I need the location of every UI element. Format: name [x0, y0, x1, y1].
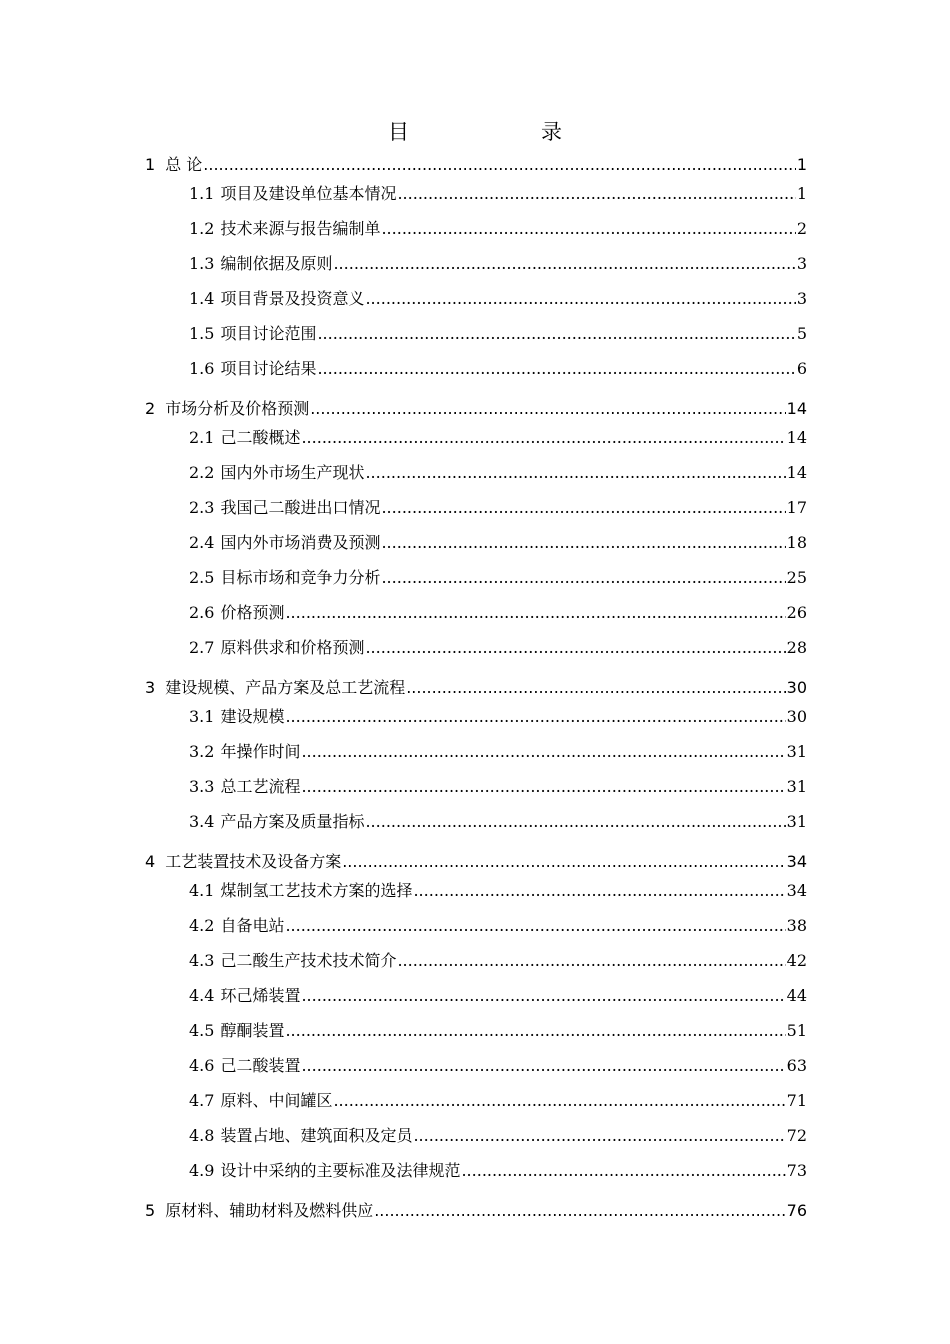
entry-number: 4.8: [189, 1126, 215, 1145]
dot-leader: [397, 183, 795, 205]
dot-leader: [381, 218, 795, 240]
dot-leader: [285, 602, 785, 624]
dot-leader: [317, 358, 795, 380]
entry-number: 2.4: [189, 533, 215, 552]
entry-title: 煤制氢工艺技术方案的选择: [220, 881, 413, 900]
toc-entry[interactable]: [189, 358, 807, 380]
dot-leader: [310, 398, 785, 420]
dot-leader: [301, 985, 785, 1007]
dot-leader: [301, 427, 785, 449]
entry-page: 44: [786, 986, 807, 1005]
entry-title: 己二酸装置: [220, 1056, 301, 1075]
entry-number: 3.4: [189, 812, 215, 831]
toc-entry[interactable]: [189, 323, 807, 345]
entry-number: 2.6: [189, 603, 215, 622]
entry-title: 原料、中间罐区: [220, 1091, 333, 1110]
entry-number: 2.1: [189, 428, 215, 447]
entry-page: 72: [786, 1126, 807, 1145]
toc-entry[interactable]: [189, 1020, 807, 1042]
entry-title: 国内外市场消费及预测: [220, 533, 381, 552]
entry-page: 34: [786, 852, 807, 871]
toc-entry[interactable]: [189, 811, 807, 833]
dot-leader: [381, 567, 785, 589]
toc-entry[interactable]: [189, 1125, 807, 1147]
entry-number: 4.3: [189, 951, 215, 970]
entry-number: 2.3: [189, 498, 215, 517]
entry-number: 1.5: [189, 324, 215, 343]
dot-leader: [397, 950, 785, 972]
dot-leader: [342, 851, 785, 873]
entry-title: 项目讨论范围: [220, 324, 317, 343]
entry-page: 3: [796, 254, 807, 273]
entry-page: 31: [786, 742, 807, 761]
entry-page: 18: [786, 533, 807, 552]
entry-page: 51: [786, 1021, 807, 1040]
entry-title: 项目讨论结果: [220, 359, 317, 378]
entry-number: 3.2: [189, 742, 215, 761]
entry-page: 26: [786, 603, 807, 622]
entry-title: 项目背景及投资意义: [220, 289, 365, 308]
toc-entry[interactable]: [189, 462, 807, 484]
entry-page: 71: [786, 1091, 807, 1110]
toc-entry[interactable]: [145, 1200, 807, 1222]
entry-title: 装置占地、建筑面积及定员: [220, 1126, 413, 1145]
entry-title: 建设规模: [220, 707, 285, 726]
entry-title: 自备电站: [220, 916, 285, 935]
entry-title: 设计中采纳的主要标准及法律规范: [220, 1161, 461, 1180]
entry-number: 2.7: [189, 638, 215, 657]
toc-entry[interactable]: [189, 602, 807, 624]
entry-number: 2.2: [189, 463, 215, 482]
entry-page: 42: [786, 951, 807, 970]
entry-page: 14: [786, 428, 807, 447]
dot-leader: [333, 1090, 785, 1112]
toc-entry[interactable]: [189, 1055, 807, 1077]
entry-page: 14: [786, 463, 807, 482]
entry-title: 总工艺流程: [220, 777, 301, 796]
toc-entry[interactable]: [145, 851, 807, 873]
entry-number: 4.5: [189, 1021, 215, 1040]
entry-page: 3: [796, 289, 807, 308]
entry-page: 30: [786, 678, 807, 697]
toc-entry[interactable]: [145, 398, 807, 420]
entry-page: 17: [786, 498, 807, 517]
toc-entry[interactable]: [189, 532, 807, 554]
entry-number: 3.3: [189, 777, 215, 796]
entry-number: 4.2: [189, 916, 215, 935]
entry-title: 醇酮装置: [220, 1021, 285, 1040]
dot-leader: [301, 776, 785, 798]
toc-entry[interactable]: [189, 183, 807, 205]
toc-entry[interactable]: [189, 741, 807, 763]
entry-page: 28: [786, 638, 807, 657]
entry-page: 31: [786, 777, 807, 796]
entry-number: 4.4: [189, 986, 215, 1005]
dot-leader: [301, 741, 785, 763]
entry-number: 3.1: [189, 707, 215, 726]
entry-number: 4.7: [189, 1091, 215, 1110]
toc-entry[interactable]: [189, 985, 807, 1007]
dot-leader: [203, 154, 796, 176]
entry-title: 国内外市场生产现状: [220, 463, 365, 482]
dot-leader: [365, 462, 785, 484]
toc-entry[interactable]: [145, 154, 807, 176]
entry-page: 25: [786, 568, 807, 587]
dot-leader: [317, 323, 795, 345]
entry-page: 76: [786, 1201, 807, 1220]
toc-entry[interactable]: [189, 567, 807, 589]
entry-title: 目标市场和竞争力分析: [220, 568, 381, 587]
dot-leader: [374, 1200, 785, 1222]
entry-title: 产品方案及质量指标: [220, 812, 365, 831]
dot-leader: [413, 1125, 785, 1147]
dot-leader: [381, 532, 785, 554]
entry-title: 年操作时间: [220, 742, 301, 761]
toc-entry[interactable]: [189, 915, 807, 937]
toc-entry[interactable]: [189, 218, 807, 240]
entry-page: 1: [796, 155, 807, 174]
entry-title: 技术来源与报告编制单: [220, 219, 381, 238]
entry-page: 34: [786, 881, 807, 900]
entry-number: 1.1: [189, 184, 215, 203]
toc-entry[interactable]: [189, 1090, 807, 1112]
entry-title: 己二酸概述: [220, 428, 301, 447]
dot-leader: [365, 811, 785, 833]
toc-entry[interactable]: [189, 880, 807, 902]
entry-title: 建设规模、产品方案及总工艺流程: [165, 678, 406, 697]
entry-page: 5: [796, 324, 807, 343]
toc-entry[interactable]: [189, 497, 807, 519]
entry-title: 我国己二酸进出口情况: [220, 498, 381, 517]
entry-title: 己二酸生产技术技术简介: [220, 951, 397, 970]
entry-number: 4.9: [189, 1161, 215, 1180]
dot-leader: [301, 1055, 785, 1077]
dot-leader: [285, 915, 785, 937]
entry-number: 1.3: [189, 254, 215, 273]
toc-entry[interactable]: [189, 637, 807, 659]
dot-leader: [285, 706, 785, 728]
entry-page: 1: [796, 184, 807, 203]
dot-leader: [333, 253, 795, 275]
entry-number: 1.6: [189, 359, 215, 378]
entry-number: 1: [145, 155, 156, 174]
entry-title: 原料供求和价格预测: [220, 638, 365, 657]
toc-entry[interactable]: [145, 677, 807, 699]
entry-page: 14: [786, 399, 807, 418]
dot-leader: [285, 1020, 785, 1042]
toc-entry[interactable]: [189, 427, 807, 449]
entry-page: 63: [786, 1056, 807, 1075]
entry-number: 2.5: [189, 568, 215, 587]
toc-title: 目 录: [388, 120, 592, 144]
entry-page: 30: [786, 707, 807, 726]
dot-leader: [365, 288, 795, 310]
entry-title: 项目及建设单位基本情况: [220, 184, 397, 203]
entry-title: 价格预测: [220, 603, 285, 622]
toc-entry[interactable]: [189, 950, 807, 972]
toc-entry[interactable]: [189, 706, 807, 728]
dot-leader: [413, 880, 785, 902]
entry-title: 原材料、辅助材料及燃料供应: [165, 1201, 374, 1220]
toc-entry[interactable]: [189, 776, 807, 798]
dot-leader: [381, 497, 785, 519]
entry-page: 31: [786, 812, 807, 831]
entry-title: 编制依据及原则: [220, 254, 333, 273]
entry-number: 1.2: [189, 219, 215, 238]
entry-number: 4.6: [189, 1056, 215, 1075]
entry-title: 市场分析及价格预测: [165, 399, 310, 418]
entry-page: 38: [786, 916, 807, 935]
entry-page: 73: [786, 1161, 807, 1180]
entry-number: 1.4: [189, 289, 215, 308]
entry-number: 2: [145, 399, 156, 418]
entry-page: 6: [796, 359, 807, 378]
entry-page: 2: [796, 219, 807, 238]
entry-number: 4: [145, 852, 156, 871]
dot-leader: [461, 1160, 785, 1182]
dot-leader: [365, 637, 785, 659]
entry-title: 环己烯装置: [220, 986, 301, 1005]
toc-entry[interactable]: [189, 253, 807, 275]
entry-number: 3: [145, 678, 156, 697]
toc-entry[interactable]: [189, 288, 807, 310]
entry-number: 5: [145, 1201, 156, 1220]
entry-title: 总 论: [165, 155, 203, 174]
entry-number: 4.1: [189, 881, 215, 900]
dot-leader: [406, 677, 785, 699]
entry-title: 工艺装置技术及设备方案: [165, 852, 342, 871]
toc-entry[interactable]: [189, 1160, 807, 1182]
